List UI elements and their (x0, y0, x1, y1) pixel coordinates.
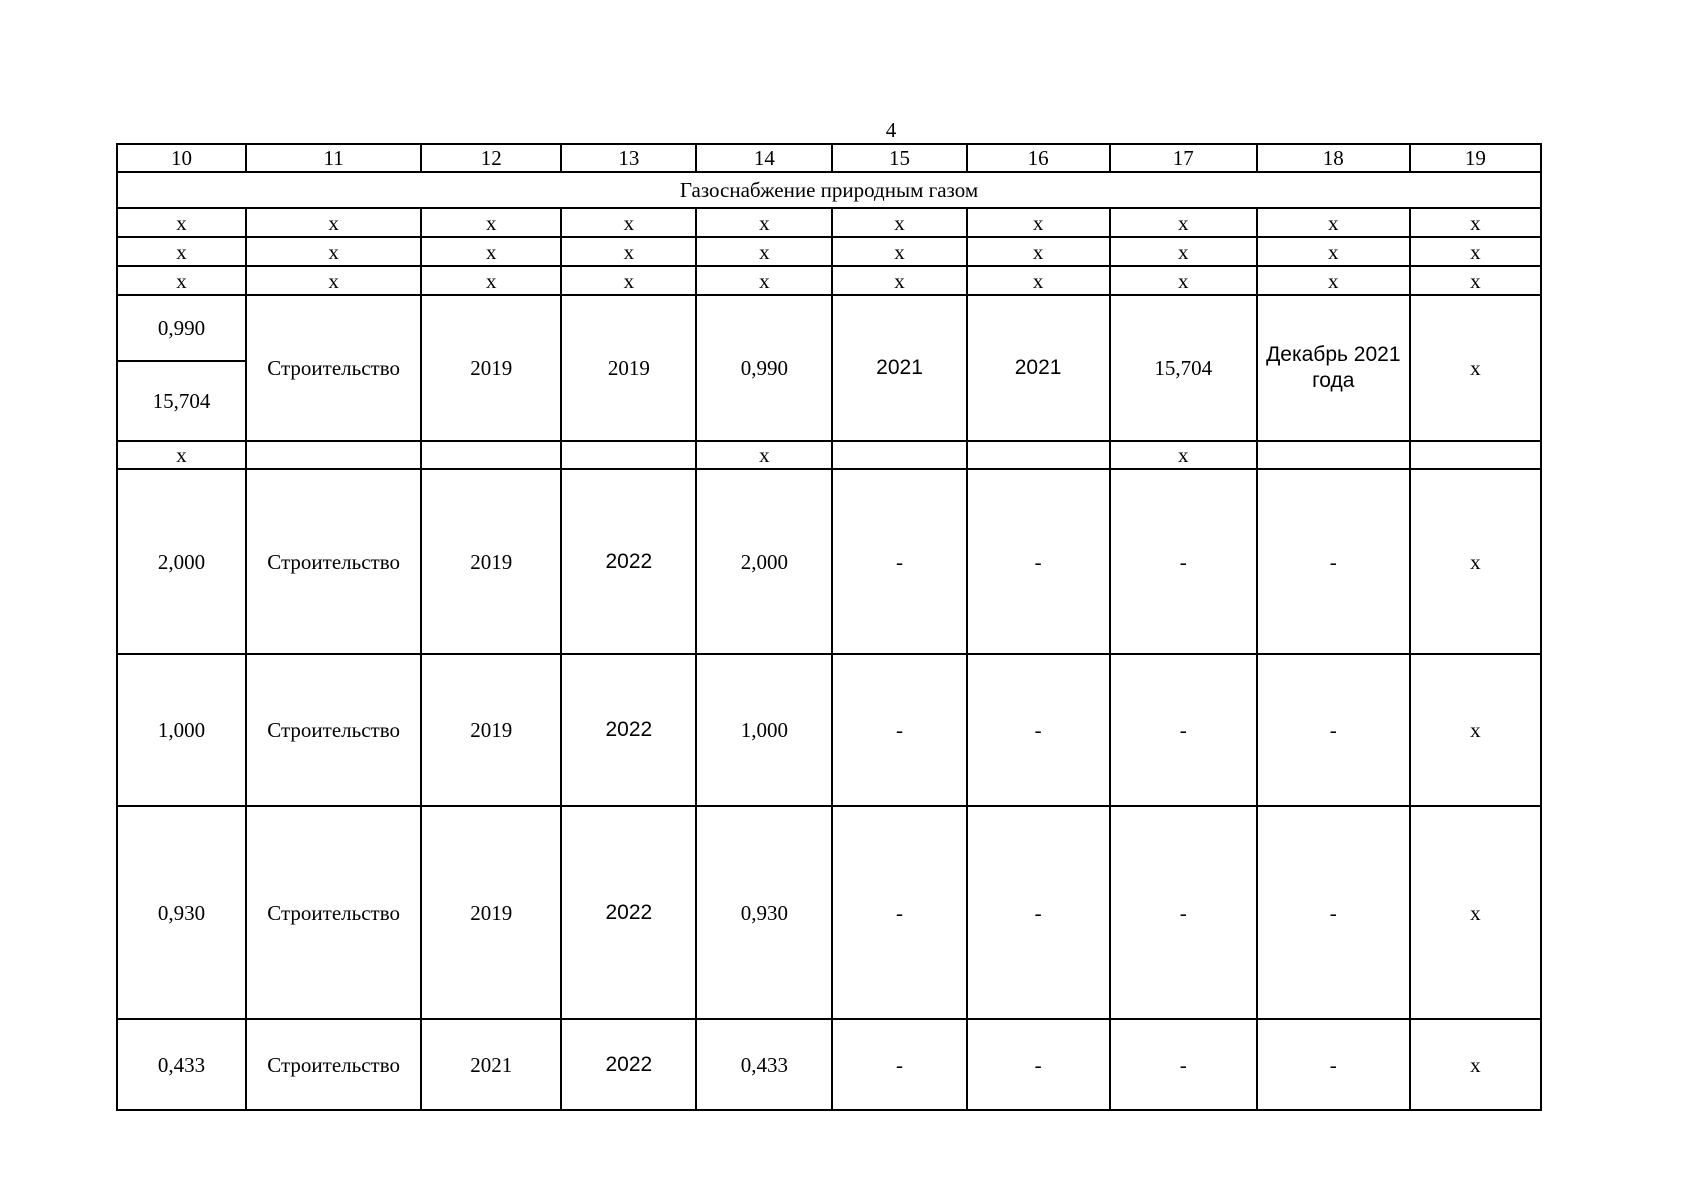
table-cell: - (1257, 469, 1410, 654)
table-cell: 1,000 (117, 654, 246, 806)
table-cell: x (117, 266, 246, 295)
table-cell: Строительство (246, 469, 421, 654)
table-cell (1257, 295, 1410, 441)
table-cell: x (1410, 806, 1541, 1019)
table-cell: - (832, 654, 966, 806)
table-cell: x (1110, 441, 1257, 469)
table-cell: 0,990 (696, 295, 832, 441)
table-cell: x (1257, 237, 1410, 266)
table-cell: 2022 (561, 654, 696, 806)
table-cell: x (421, 208, 561, 237)
table-cell: 2019 (421, 654, 561, 806)
table-cell: Строительство (246, 806, 421, 1019)
table-cell: 2022 (561, 806, 696, 1019)
table-cell: x (1110, 237, 1257, 266)
table-cell: x (117, 237, 246, 266)
table-cell: - (1257, 1019, 1410, 1110)
table-cell: x (1410, 1019, 1541, 1110)
table-cell: x (421, 237, 561, 266)
table-cell (421, 441, 561, 469)
section-row (117, 172, 1541, 208)
table-cell: 2019 (421, 295, 561, 441)
table-cell (832, 441, 966, 469)
table-cell: - (832, 806, 966, 1019)
table-cell: - (967, 654, 1110, 806)
table-cell (1410, 441, 1541, 469)
table-cell: 2019 (421, 806, 561, 1019)
table-cell: Строительство (246, 654, 421, 806)
table-cell: x (1257, 208, 1410, 237)
table-cell: 0,930 (696, 806, 832, 1019)
table-cell: x (117, 441, 246, 469)
table-cell: Строительство (246, 295, 421, 441)
table-cell: - (1257, 654, 1410, 806)
table-cell: x (246, 237, 421, 266)
table-cell: x (1410, 295, 1541, 441)
table-cell: x (1410, 654, 1541, 806)
table-cell: x (832, 208, 966, 237)
table-cell: x (1110, 266, 1257, 295)
table-cell (1257, 441, 1410, 469)
section-title: Газоснабжение природным газом (117, 172, 1541, 208)
table-cell: 2,000 (117, 469, 246, 654)
table-cell: 2022 (561, 1019, 696, 1110)
table-cell: x (967, 208, 1110, 237)
table-cell: 15,704 (1110, 295, 1257, 441)
table-cell: 2022 (561, 469, 696, 654)
table-cell: 2019 (421, 469, 561, 654)
column-number: 10 (117, 144, 246, 172)
table-cell: x (967, 266, 1110, 295)
table-cell: 0,433 (696, 1019, 832, 1110)
table-cell: x (561, 237, 696, 266)
table-row (117, 237, 1541, 266)
column-number: 14 (696, 144, 832, 172)
table-row (117, 208, 1541, 237)
table-cell: 0,930 (117, 806, 246, 1019)
table-cell: - (967, 469, 1110, 654)
table-cell: x (117, 208, 246, 237)
table-cell: x (832, 237, 966, 266)
split-cell (117, 295, 246, 441)
column-number-row (117, 144, 1541, 172)
table-cell: x (832, 266, 966, 295)
table-row (117, 266, 1541, 295)
table-cell: x (1410, 237, 1541, 266)
table-cell: x (421, 266, 561, 295)
table-cell: x (696, 266, 832, 295)
table-cell: x (246, 266, 421, 295)
table-row (117, 654, 1541, 806)
table-row (117, 1019, 1541, 1110)
table-cell (967, 441, 1110, 469)
table-cell: - (1110, 1019, 1257, 1110)
table-cell: - (967, 1019, 1110, 1110)
table-cell: - (832, 1019, 966, 1110)
table-cell: x (561, 266, 696, 295)
table-row (117, 469, 1541, 654)
table-cell: - (1110, 469, 1257, 654)
column-number: 13 (561, 144, 696, 172)
table-row (117, 441, 1541, 469)
table-cell: x (967, 237, 1110, 266)
table-cell: 0,990 (118, 296, 245, 362)
table-cell: 2,000 (696, 469, 832, 654)
table-cell: 2021 (421, 1019, 561, 1110)
column-number: 16 (967, 144, 1110, 172)
table-cell: - (1110, 806, 1257, 1019)
data-table (116, 143, 1542, 1111)
table-cell: x (1410, 208, 1541, 237)
table-cell: x (246, 208, 421, 237)
column-number: 18 (1257, 144, 1410, 172)
table-cell: - (967, 806, 1110, 1019)
table-cell: 2021 (832, 295, 966, 441)
page-number: 4 (885, 118, 897, 142)
table-cell: x (1257, 266, 1410, 295)
table-cell: x (561, 208, 696, 237)
table-cell: x (696, 441, 832, 469)
table-cell: x (1410, 469, 1541, 654)
table-row (117, 806, 1541, 1019)
table-cell: x (1410, 266, 1541, 295)
table-cell: x (696, 208, 832, 237)
table-cell: 2021 (967, 295, 1110, 441)
table-cell: 1,000 (696, 654, 832, 806)
table-cell: - (1110, 654, 1257, 806)
column-number: 12 (421, 144, 561, 172)
column-number: 11 (246, 144, 421, 172)
table-cell (561, 441, 696, 469)
table-cell: Строительство (246, 1019, 421, 1110)
table-cell: x (696, 237, 832, 266)
table-cell: 15,704 (152, 389, 211, 413)
table-row (117, 295, 1541, 441)
table-cell: 0,433 (117, 1019, 246, 1110)
table-cell: - (832, 469, 966, 654)
column-number: 17 (1110, 144, 1257, 172)
table-cell (246, 441, 421, 469)
column-number: 19 (1410, 144, 1541, 172)
table-cell: x (1110, 208, 1257, 237)
deadline-text: Декабрь 2021 года (1266, 343, 1401, 392)
table-cell: - (1257, 806, 1410, 1019)
column-number: 15 (832, 144, 966, 172)
table-cell: 2019 (561, 295, 696, 441)
